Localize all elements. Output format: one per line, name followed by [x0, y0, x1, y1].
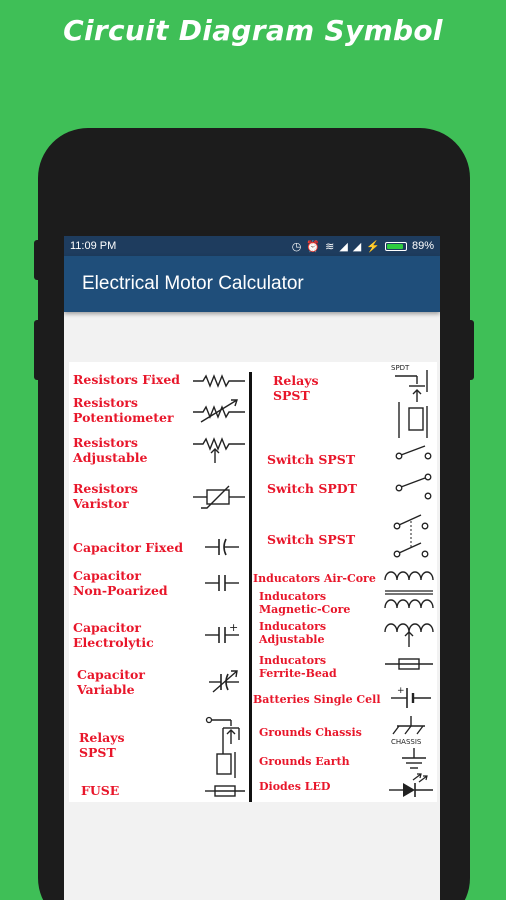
label-diodes-led: Diodes LED	[259, 780, 331, 793]
battery-plus-sign: +	[397, 686, 405, 696]
label-resistors-varistor: Resistors Varistor	[73, 481, 138, 511]
signal-icon: ◢	[352, 240, 362, 253]
label-inductors-adjustable: Inducators Adjustable	[259, 620, 327, 646]
inductor-ferrite-bead-icon	[383, 656, 435, 672]
relay-spst-icon	[205, 714, 245, 780]
status-icons	[292, 240, 434, 253]
label-resistors-potentiometer: Resistors Potentiometer	[73, 395, 174, 425]
label-inductors-magnetic-core: Inducators Magnetic-Core	[259, 590, 351, 616]
ground-chassis-icon	[387, 716, 435, 746]
label-resistors-fixed: Resistors Fixed	[73, 372, 181, 387]
diode-led-icon	[389, 772, 435, 800]
battery-icon	[385, 242, 407, 251]
app-bar	[64, 256, 440, 312]
resistor-adjustable-icon	[193, 434, 245, 464]
fuse-icon	[205, 784, 245, 798]
label-relays-spst: Relays SPST	[79, 730, 125, 760]
symbol-chart	[69, 362, 437, 802]
wifi-icon: ≋	[325, 240, 335, 253]
relay-tag: SPDT	[391, 364, 410, 372]
label-switch-spdt: Switch SPDT	[267, 481, 357, 496]
label-grounds-earth: Grounds Earth	[259, 755, 350, 768]
label-switch-spst-2: Switch SPST	[267, 532, 356, 547]
inductor-adjustable-icon	[383, 618, 435, 648]
label-capacitor-fixed: Capacitor Fixed	[73, 540, 184, 555]
label-resistors-adjustable: Resistors Adjustable	[73, 435, 148, 465]
inductor-air-core-icon	[383, 564, 435, 584]
capacitor-non-polarized-icon	[205, 574, 239, 592]
status-time: 11:09 PM	[70, 240, 117, 252]
label-fuse: FUSE	[81, 783, 120, 798]
resistor-varistor-icon	[193, 482, 245, 512]
status-bar	[64, 236, 440, 256]
label-capacitor-variable: Capacitor Variable	[77, 667, 145, 697]
signal-icon: ◢	[339, 240, 348, 253]
ground-earth-icon	[399, 748, 429, 772]
switch-spdt-icon	[395, 472, 435, 502]
switch-spst-icon	[395, 444, 435, 462]
battery-single-cell-icon	[391, 684, 435, 710]
plus-sign: +	[229, 622, 239, 634]
banner-title: Circuit Diagram Symbol	[63, 14, 443, 47]
alarm-icon: ◷	[291, 240, 302, 253]
label-batteries-single-cell: Batteries Single Cell	[253, 693, 381, 706]
label-relays-spst-right: Relays SPST	[273, 373, 319, 403]
app-title: Electrical Motor Calculator	[82, 273, 304, 294]
label-grounds-chassis: Grounds Chassis	[259, 726, 362, 739]
charging-icon: ⚡	[366, 240, 380, 253]
phone-screen	[64, 236, 440, 900]
clock-icon: ⏰	[306, 240, 321, 253]
chassis-tag: CHASSIS	[391, 738, 422, 746]
capacitor-fixed-icon	[205, 538, 239, 556]
resistor-fixed-icon	[193, 374, 245, 388]
battery-percent: 89%	[411, 240, 434, 252]
label-inductors-air-core: Inducators Air-Core	[253, 572, 376, 585]
label-inductors-ferrite-bead: Inducators Ferrite-Bead	[259, 654, 337, 680]
column-divider	[249, 372, 252, 802]
relay-spdt-icon	[387, 362, 435, 440]
label-capacitor-electrolytic: Capacitor Electrolytic	[73, 620, 154, 650]
capacitor-variable-icon	[209, 668, 243, 694]
label-switch-spst: Switch SPST	[267, 452, 356, 467]
capacitor-electrolytic-icon	[205, 622, 241, 644]
switch-spst-pair-icon	[393, 512, 435, 560]
inductor-magnetic-core-icon	[383, 588, 435, 612]
label-capacitor-non-polarized: Capacitor Non-Poarized	[73, 568, 168, 598]
resistor-potentiometer-icon	[193, 396, 245, 424]
